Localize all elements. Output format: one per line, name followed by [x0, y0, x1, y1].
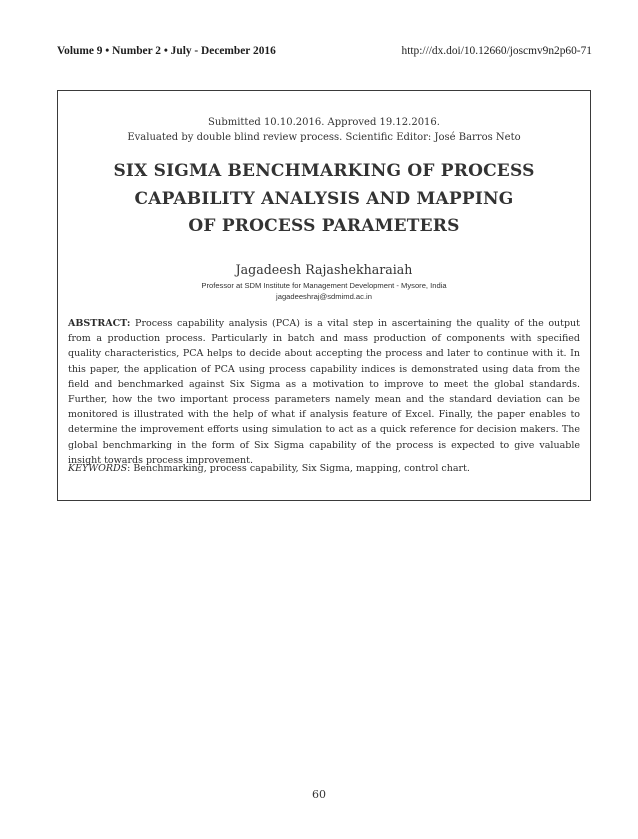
title-line-3: OF PROCESS PARAMETERS — [188, 216, 460, 236]
author-name: Jagadeesh Rajashekharaiah — [235, 262, 413, 277]
paper-title — [58, 158, 590, 241]
review-info: Evaluated by double blind review process. Scientific Editor: José Barros Neto — [127, 132, 521, 143]
keywords-text: : Benchmarking, process capability, Six Sigma, mapping, control chart. — [127, 463, 470, 474]
submission-dates: Submitted 10.10.2016. Approved 19.12.2016. — [208, 117, 440, 128]
keywords — [68, 461, 580, 476]
author-affiliation: Professor at SDM Institute for Management Development - Mysore, India — [201, 281, 447, 290]
running-header — [57, 43, 592, 59]
abstract — [68, 316, 580, 468]
title-line-1: SIX SIGMA BENCHMARKING OF PROCESS — [113, 161, 535, 181]
abstract-text: Process capability analysis (PCA) is a vital step in ascertaining the quality of the output from a production process. Particularly in batch and mass production of components with specified quality characteristics, PCA helps to decide about accepting the process and later to continue with it. In this paper, the application of PCA using process capability indices is demonstrated using data from the field and benchmarked against Six Sigma as a motivation to improve to meet the global standards. Further, how the two important process parameters namely mean and the standard deviation can be monitored is illustrated with the help of what if analysis feature of Excel. Finally, the paper enables to determine the improvement efforts using simulation to act as a quick reference for decision makers. The global benchmarking in the form of Six Sigma capability of the process is expected to give valuable insight towards process improvement. — [68, 318, 580, 466]
journal-issue: Volume 9 • Number 2 • July - December 2016 — [57, 45, 276, 57]
submission-info — [58, 115, 590, 145]
doi-link[interactable]: http:///dx.doi/10.12660/joscmv9n2p60-71 — [401, 45, 592, 57]
abstract-box — [57, 90, 591, 501]
title-line-2: CAPABILITY ANALYSIS AND MAPPING — [134, 188, 514, 209]
author-email[interactable]: jagadeeshraj@sdmimd.ac.in — [276, 292, 372, 301]
page-number: 60 — [312, 788, 326, 801]
keywords-label: KEYWORDS — [68, 463, 128, 474]
abstract-label: ABSTRACT: — [68, 318, 131, 329]
